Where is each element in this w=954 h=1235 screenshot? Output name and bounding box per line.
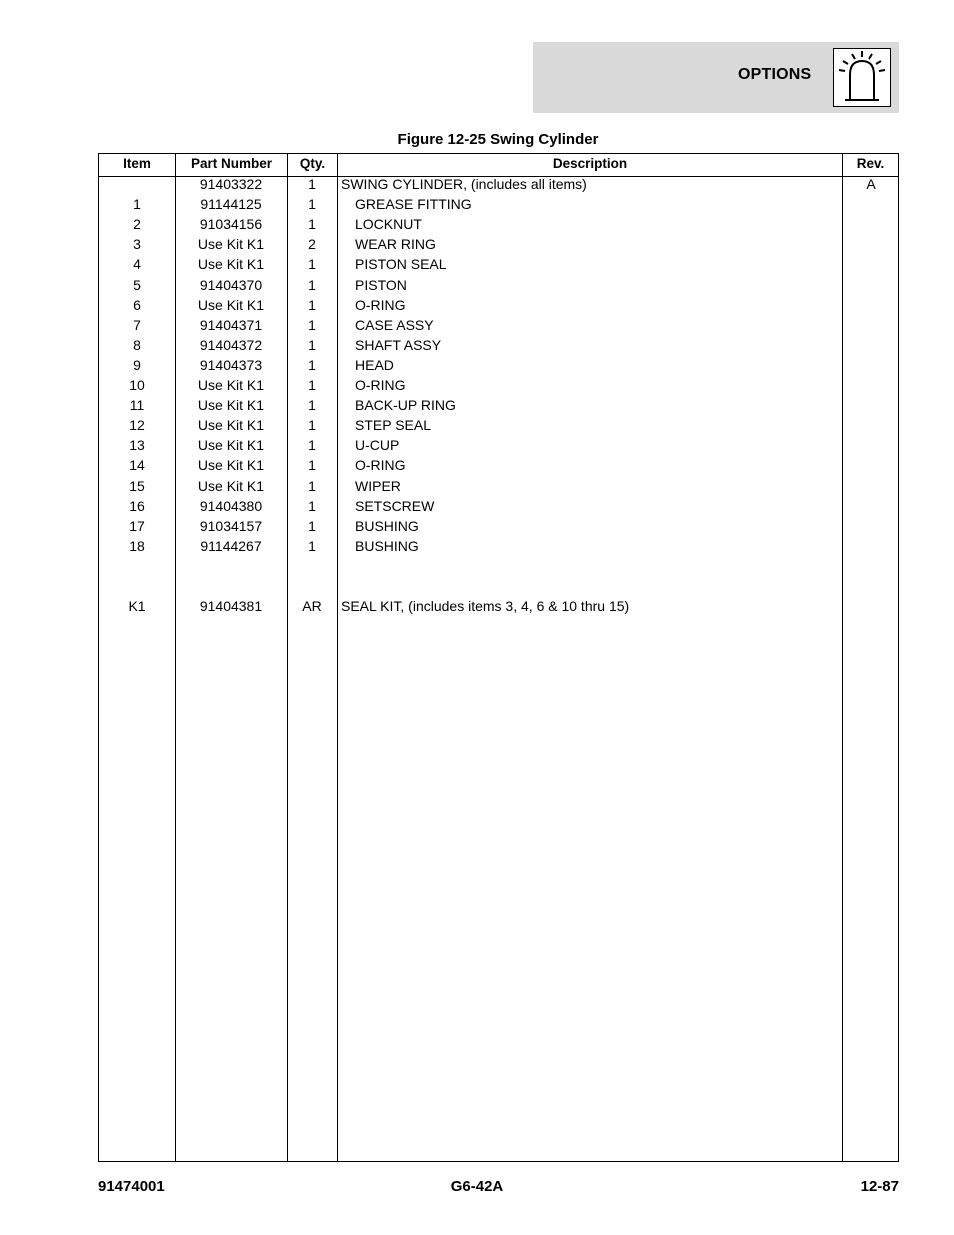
row-qty: 1: [308, 196, 316, 213]
table-row: [99, 335, 898, 355]
column-header-item: Item: [123, 156, 151, 171]
column-header-rev: Rev.: [856, 156, 885, 171]
row-item: 17: [129, 517, 145, 534]
row-qty: 1: [308, 276, 316, 293]
row-description: SEAL KIT, (includes items 3, 4, 6 & 10 thru 15): [341, 598, 630, 615]
table-row: [99, 315, 898, 335]
row-part-number: 91144267: [200, 537, 262, 554]
row-part-number: Use Kit K1: [197, 236, 265, 253]
row-description: WEAR RING: [355, 236, 436, 253]
row-qty: 2: [308, 236, 316, 253]
row-part-number: Use Kit K1: [197, 296, 265, 313]
row-item: 10: [129, 377, 145, 393]
table-row: [99, 516, 898, 536]
column-header-part-number: Part Number: [190, 156, 273, 171]
row-part-number: 91404372: [199, 336, 263, 353]
row-qty: 1: [308, 176, 316, 192]
row-qty: 1: [308, 256, 316, 273]
row-description: O-RING: [355, 296, 406, 313]
row-qty: 1: [308, 517, 316, 534]
row-part-number: 91404370: [199, 276, 263, 293]
row-item: 9: [133, 356, 141, 373]
row-part-number: Use Kit K1: [197, 417, 265, 434]
row-description: HEAD: [355, 356, 394, 373]
row-qty: 1: [308, 457, 316, 474]
row-part-number: 91404381: [199, 598, 263, 615]
row-item: 3: [133, 236, 141, 253]
column-header-description: Description: [552, 156, 628, 171]
table-row: [99, 295, 898, 315]
row-item: 12: [129, 417, 145, 434]
row-part-number: 91404373: [199, 356, 263, 373]
row-qty: 1: [308, 477, 316, 494]
row-item: 14: [129, 457, 145, 474]
table-row: [99, 275, 898, 295]
parts-table: [98, 153, 899, 1162]
row-part-number: Use Kit K1: [197, 377, 265, 393]
column-header-qty: Qty.: [299, 156, 326, 171]
row-part-number: 91144125: [200, 196, 262, 213]
row-description: O-RING: [355, 377, 406, 393]
row-qty: 1: [308, 497, 316, 514]
row-item: 4: [133, 256, 141, 273]
row-item: 2: [133, 216, 141, 233]
table-row: [99, 415, 898, 435]
row-description: BUSHING: [355, 517, 419, 534]
row-part-number: Use Kit K1: [197, 477, 265, 494]
row-qty: 1: [308, 356, 316, 373]
row-qty: 1: [308, 417, 316, 434]
row-item: 8: [133, 336, 141, 353]
row-description: PISTON SEAL: [355, 256, 447, 273]
table-row: [99, 455, 898, 475]
row-description: CASE ASSY: [355, 316, 434, 333]
table-row: [99, 435, 898, 455]
row-description: SWING CYLINDER, (includes all items): [341, 176, 587, 192]
row-qty: 1: [308, 437, 316, 454]
table-row: [99, 496, 898, 516]
table-row: [99, 234, 898, 254]
row-item: 7: [133, 316, 141, 333]
section-title: OPTIONS: [738, 66, 812, 83]
row-item: 1: [133, 196, 141, 213]
row-description: LOCKNUT: [355, 216, 422, 233]
table-row: [99, 556, 898, 576]
row-qty: 1: [308, 216, 316, 233]
warning-beacon-icon: [833, 48, 891, 107]
table-row: [99, 214, 898, 234]
row-qty: 1: [308, 336, 316, 353]
footer-model: G6-42A: [450, 1178, 504, 1195]
row-qty: 1: [308, 537, 316, 554]
row-qty: 1: [308, 296, 316, 313]
row-description: PISTON: [355, 276, 407, 293]
table-row: [99, 355, 898, 375]
footer-page-number: 12-87: [860, 1178, 899, 1195]
row-part-number: Use Kit K1: [197, 457, 265, 474]
row-part-number: 91034156: [199, 216, 263, 233]
row-part-number: Use Kit K1: [197, 256, 265, 273]
row-item: 15: [129, 477, 145, 494]
row-description: WIPER: [355, 477, 401, 494]
row-description: BACK-UP RING: [355, 397, 456, 414]
table-row: [99, 174, 898, 194]
row-part-number: Use Kit K1: [197, 437, 265, 454]
row-item: 11: [129, 397, 145, 414]
row-description: U-CUP: [355, 437, 400, 454]
row-description: GREASE FITTING: [355, 196, 472, 213]
row-part-number: 91403322: [199, 176, 263, 192]
row-part-number: 91404380: [199, 497, 263, 514]
row-qty: 1: [308, 316, 316, 333]
row-rev: A: [866, 176, 876, 192]
table-row: [99, 536, 898, 556]
row-item: K1: [128, 598, 146, 615]
row-item: 16: [129, 497, 145, 514]
row-item: 13: [129, 437, 145, 454]
table-row: [99, 476, 898, 496]
row-description: O-RING: [355, 457, 406, 474]
table-row: [99, 194, 898, 214]
table-row: [99, 395, 898, 415]
row-qty: 1: [308, 397, 316, 414]
figure-title: Figure 12-25 Swing Cylinder: [397, 131, 599, 148]
row-part-number: Use Kit K1: [197, 397, 265, 414]
row-description: SHAFT ASSY: [355, 336, 442, 353]
table-row: [99, 375, 898, 395]
row-part-number: 91034157: [199, 517, 263, 534]
row-part-number: 91404371: [199, 316, 263, 333]
row-description: BUSHING: [355, 537, 419, 554]
row-description: SETSCREW: [355, 497, 435, 514]
table-row: [99, 254, 898, 274]
table-row: [99, 576, 898, 596]
row-item: 18: [129, 537, 145, 554]
row-qty: AR: [302, 598, 322, 615]
footer-document-number: 91474001: [98, 1178, 165, 1195]
row-description: STEP SEAL: [355, 417, 432, 434]
row-item: 5: [133, 276, 141, 293]
table-row: [99, 596, 898, 616]
row-qty: 1: [308, 377, 316, 393]
row-item: 6: [133, 296, 141, 313]
